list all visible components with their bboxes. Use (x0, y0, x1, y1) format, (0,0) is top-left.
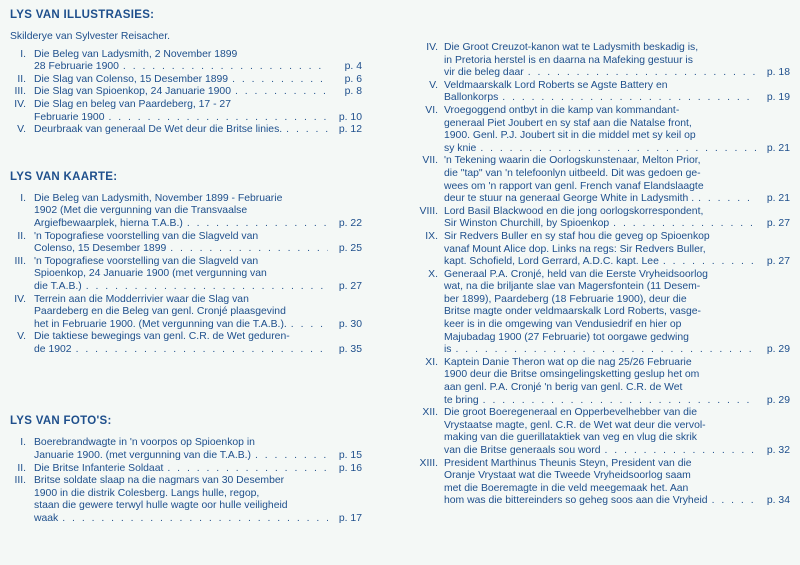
page-number: p. 19 (766, 92, 790, 104)
item-numeral: XIII. (419, 457, 438, 469)
list-item (420, 407, 790, 457)
dot-leader (613, 218, 756, 231)
list-item (10, 193, 362, 231)
item-text-line: Spioenkop, 24 Januarie 1900 (met vergunning van (34, 268, 267, 280)
list-item (420, 206, 790, 231)
left-column (10, 0, 362, 526)
item-text-line: Colenso, 15 Desember 1899 (34, 243, 167, 255)
item-text-line: 1900 deur die Britse omsingelingsketting geslup het om (444, 369, 700, 381)
dot-leader (123, 61, 328, 74)
list-item (10, 331, 362, 356)
item-numeral: X. (428, 268, 438, 280)
page-number: p. 12 (338, 124, 362, 136)
item-text-line: 1900. Genl. P.J. Joubert sit in die middel met sy keil op (444, 130, 696, 142)
item-text-line: 28 Februarie 1900 (34, 61, 119, 73)
item-text-line: Februarie 1900 (34, 111, 105, 123)
list-item (420, 42, 790, 80)
item-text-line: Britse soldate slaap na die nagmars van 30 Desember (34, 475, 285, 487)
item-text-line: vir die beleg daar (444, 67, 524, 79)
right-column (420, 0, 790, 508)
page-number: p. 10 (338, 111, 362, 123)
item-text-line: in Pretoria herstel is en daarna na Mafeking gestuur is (444, 54, 693, 66)
item-text-line: wees om 'n rapport van genl. French vanaf Elandslaagte (444, 180, 704, 192)
dot-leader (605, 445, 756, 458)
illustrations-list (10, 49, 362, 137)
item-numeral: III. (14, 255, 26, 267)
dot-leader (86, 281, 328, 294)
page-number: p. 32 (766, 445, 790, 456)
item-numeral: III. (14, 475, 26, 487)
page-number: p. 8 (344, 86, 362, 98)
page-number: p. 27 (766, 256, 790, 268)
item-text-line: Vrystaatse magte, genl. C.R. de Wet wat deur die vervol- (444, 419, 706, 431)
page-number: p. 16 (338, 462, 362, 474)
item-text-line: sy knie (444, 142, 477, 154)
item-text-line: Die Groot Creuzot-kanon wat te Ladysmith beskadig is, (444, 42, 699, 53)
page-number: p. 27 (766, 218, 790, 230)
dot-leader (528, 67, 756, 80)
item-numeral: I. (20, 192, 26, 204)
item-text-line: ber 1899), Paardeberg (18 Februarie 1900), deur die (444, 293, 687, 305)
dot-leader (232, 74, 328, 87)
page-number: p. 29 (766, 394, 790, 406)
item-text-line: Die Slag van Colenso, 15 Desember 1899 (34, 73, 229, 85)
item-text-line: Veldmaarskalk Lord Roberts se Agste Battery en (444, 79, 668, 91)
item-text-line: 'n Topografiese voorstelling van die Slagveld van (34, 255, 259, 267)
page-number: p. 17 (338, 513, 362, 525)
dot-leader (483, 395, 756, 408)
item-text-line: Paardeberg en die Beleg van genl. Cronjé plaasgevind (34, 306, 286, 318)
item-numeral: I. (20, 48, 26, 60)
item-text-line: te bring (444, 394, 479, 406)
page-number: p. 34 (766, 495, 790, 507)
item-text-line: Ballonkorps (444, 92, 499, 104)
item-text-line: 'n Tekening waarin die Oorlogskunstenaar, Melton Prior, (444, 155, 701, 167)
item-text-line: staan die gewere terwyl hulle wagte oor hulle veiligheid (34, 500, 288, 512)
list-item (10, 124, 362, 137)
page-number: p. 27 (338, 280, 362, 292)
item-text-line: die T.A.B.) (34, 280, 82, 292)
item-numeral: IX. (425, 230, 438, 242)
item-text-line: President Marthinus Theunis Steyn, President van die (444, 457, 692, 469)
item-text-line: Sir Winston Churchill, by Spioenkop (444, 218, 610, 230)
page-number: p. 18 (766, 67, 790, 79)
item-text-line: het in Februarie 1900. (Met vergunning van die T.A.B.). (34, 318, 287, 330)
page-number: p. 25 (338, 243, 362, 255)
dot-leader (456, 344, 756, 357)
item-text-line: Die Slag van Spioenkop, 24 Januarie 1900 (34, 86, 231, 98)
item-text-line: Die Slag en beleg van Paardeberg, 17 - 27 (34, 98, 231, 110)
item-text-line: Sir Redvers Buller en sy staf hou die geveg op Spioenkop (444, 230, 710, 242)
item-numeral: V. (17, 331, 26, 343)
item-numeral: XII. (422, 407, 438, 419)
item-text-line: Oranje Vrystaat wat die Tweede Vryheidsoorlog saam (444, 470, 691, 482)
list-item (420, 458, 790, 508)
list-item (10, 231, 362, 256)
item-text-line: van die Britse generaals sou word (444, 445, 601, 456)
page-number: p. 35 (338, 343, 362, 355)
item-text-line: wat, na die briljante slae van Magersfontein (11 Desem- (444, 281, 701, 293)
list-item (10, 437, 362, 462)
list-item (10, 99, 362, 124)
dot-leader (76, 344, 328, 357)
list-item (420, 269, 790, 357)
item-numeral: VIII. (419, 205, 438, 217)
item-text-line: aan genl. P.A. Cronjé 'n berig van genl. C.R. de Wet (444, 382, 683, 394)
item-text-line: deur te stuur na generaal George White in Ladysmith . (444, 193, 695, 205)
dot-leader (698, 193, 756, 206)
item-text-line: waak (34, 513, 59, 525)
item-text-line: hom was die bittereinders so geheg soos aan die Vryheid (444, 495, 708, 507)
maps-heading: LYS VAN KAARTE: (10, 170, 118, 183)
list-item (10, 294, 362, 332)
item-text-line: Boerebrandwagte in 'n voorpos op Spioenkop in (34, 437, 255, 449)
list-item (10, 463, 362, 476)
page-number: p. 22 (338, 217, 362, 229)
item-text-line: Britse magte onder veldmaarskalk Lord Roberts, vasge- (444, 306, 701, 318)
item-text-line: 1902 (Met die vergunning van die Transvaalse (34, 205, 248, 217)
item-text-line: met die Boeremagte in die veld meegemaak het. Aan (444, 482, 689, 494)
item-numeral: IV. (14, 293, 26, 305)
item-text-line: Die groot Boeregeneraal en Opperbevelhebber van die (444, 407, 698, 419)
dot-leader (480, 143, 756, 156)
item-text-line: 'n Topografiese voorstelling van die Slagveld van (34, 230, 259, 242)
page-number: p. 29 (766, 344, 790, 356)
page-number: p. 15 (338, 450, 362, 462)
list-item (10, 475, 362, 525)
dot-leader (255, 450, 328, 463)
page-number: p. 21 (766, 193, 790, 205)
page-number: p. 6 (344, 73, 362, 85)
list-item (420, 80, 790, 105)
item-text-line: die "tap" van 'n telefoonlyn uitbeeld. Dit was gedoen ge- (444, 167, 701, 179)
dot-leader (663, 256, 756, 269)
list-item (10, 74, 362, 87)
list-item (10, 49, 362, 74)
item-text-line: Die Beleg van Ladysmith, November 1899 - Februarie (34, 192, 283, 204)
dot-leader (712, 495, 756, 508)
item-text-line: Januarie 1900. (met vergunning van die T.A.B.) (34, 450, 251, 462)
item-text-line: is (444, 344, 452, 356)
dot-leader (170, 243, 328, 256)
item-text-line: Die Britse Infanterie Soldaat (34, 462, 164, 474)
item-numeral: I. (20, 437, 26, 449)
dot-leader (167, 463, 328, 476)
item-text-line: making van die guerillataktiek van veg en vlug die skrik (444, 432, 697, 444)
dot-leader (108, 112, 328, 125)
item-text-line: 1900 in die distrik Colesberg. Langs hulle, regop, (34, 487, 260, 499)
item-text-line: generaal Piet Joubert en sy staf aan die Natalse front, (444, 117, 692, 129)
item-numeral: V. (17, 124, 26, 136)
dot-leader (235, 86, 328, 99)
item-numeral: II. (17, 73, 26, 85)
item-numeral: VI. (425, 104, 438, 116)
dot-leader (187, 218, 328, 231)
item-text-line: Lord Basil Blackwood en die jong oorlogskorrespondent, (444, 205, 704, 217)
dot-leader (62, 513, 328, 526)
list-item (10, 86, 362, 99)
item-numeral: IV. (426, 42, 438, 53)
photos-list (10, 437, 362, 525)
item-numeral: V. (429, 79, 438, 91)
list-item (420, 105, 790, 155)
item-numeral: VII. (422, 155, 438, 167)
list-item (10, 256, 362, 294)
item-text-line: Majubadag 1900 (27 Februarie) tot oorgawe gedwing (444, 331, 689, 343)
item-text-line: Generaal P.A. Cronjé, held van die Eerste Vryheidsoorlog (444, 268, 708, 280)
item-text-line: Die taktiese bewegings van genl. C.R. de Wet geduren- (34, 331, 290, 343)
item-numeral: XI. (425, 356, 438, 368)
list-item (420, 155, 790, 205)
page-number: p. 4 (344, 61, 362, 73)
page-number: p. 21 (766, 142, 790, 154)
dot-leader (286, 124, 328, 137)
photos-list-continued (420, 42, 790, 508)
dot-leader (291, 319, 328, 332)
illustrations-subtitle: Skilderye van Sylvester Reisacher. (10, 31, 170, 42)
item-text-line: de 1902 (34, 343, 72, 355)
item-text-line: Vroegoggend ontbyt in die kamp van kommandant- (444, 104, 680, 116)
item-text-line: Kaptein Danie Theron wat op die nag 25/26 Februarie (444, 356, 692, 368)
item-text-line: vanaf Mount Alice dop. Links na regs: Sir Redvers Buller, (444, 243, 706, 255)
item-numeral: II. (17, 230, 26, 242)
item-text-line: kapt. Schofield, Lord Gerrard, A.D.C. kapt. Lee (444, 256, 659, 268)
item-text-line: Die Beleg van Ladysmith, 2 November 1899 (34, 48, 238, 60)
item-text-line: Terrein aan die Modderrivier waar die Slag van (34, 293, 249, 305)
photos-heading: LYS VAN FOTO'S: (10, 415, 112, 428)
item-numeral: IV. (14, 98, 26, 110)
item-numeral: II. (17, 462, 26, 474)
illustrations-heading: LYS VAN ILLUSTRASIES: (10, 9, 155, 21)
list-item (420, 231, 790, 269)
item-text-line: keer is in die omgewing van Vendusiedrif en hier op (444, 319, 682, 331)
item-numeral: III. (14, 86, 26, 98)
item-text-line: Argiefbewaarplek, hierna T.A.B.) (34, 217, 183, 229)
dot-leader (502, 92, 756, 105)
page-number: p. 30 (338, 318, 362, 330)
maps-list (10, 193, 362, 357)
list-item (420, 357, 790, 407)
item-text-line: Deurbraak van generaal De Wet deur die Britse linies. (34, 124, 283, 136)
